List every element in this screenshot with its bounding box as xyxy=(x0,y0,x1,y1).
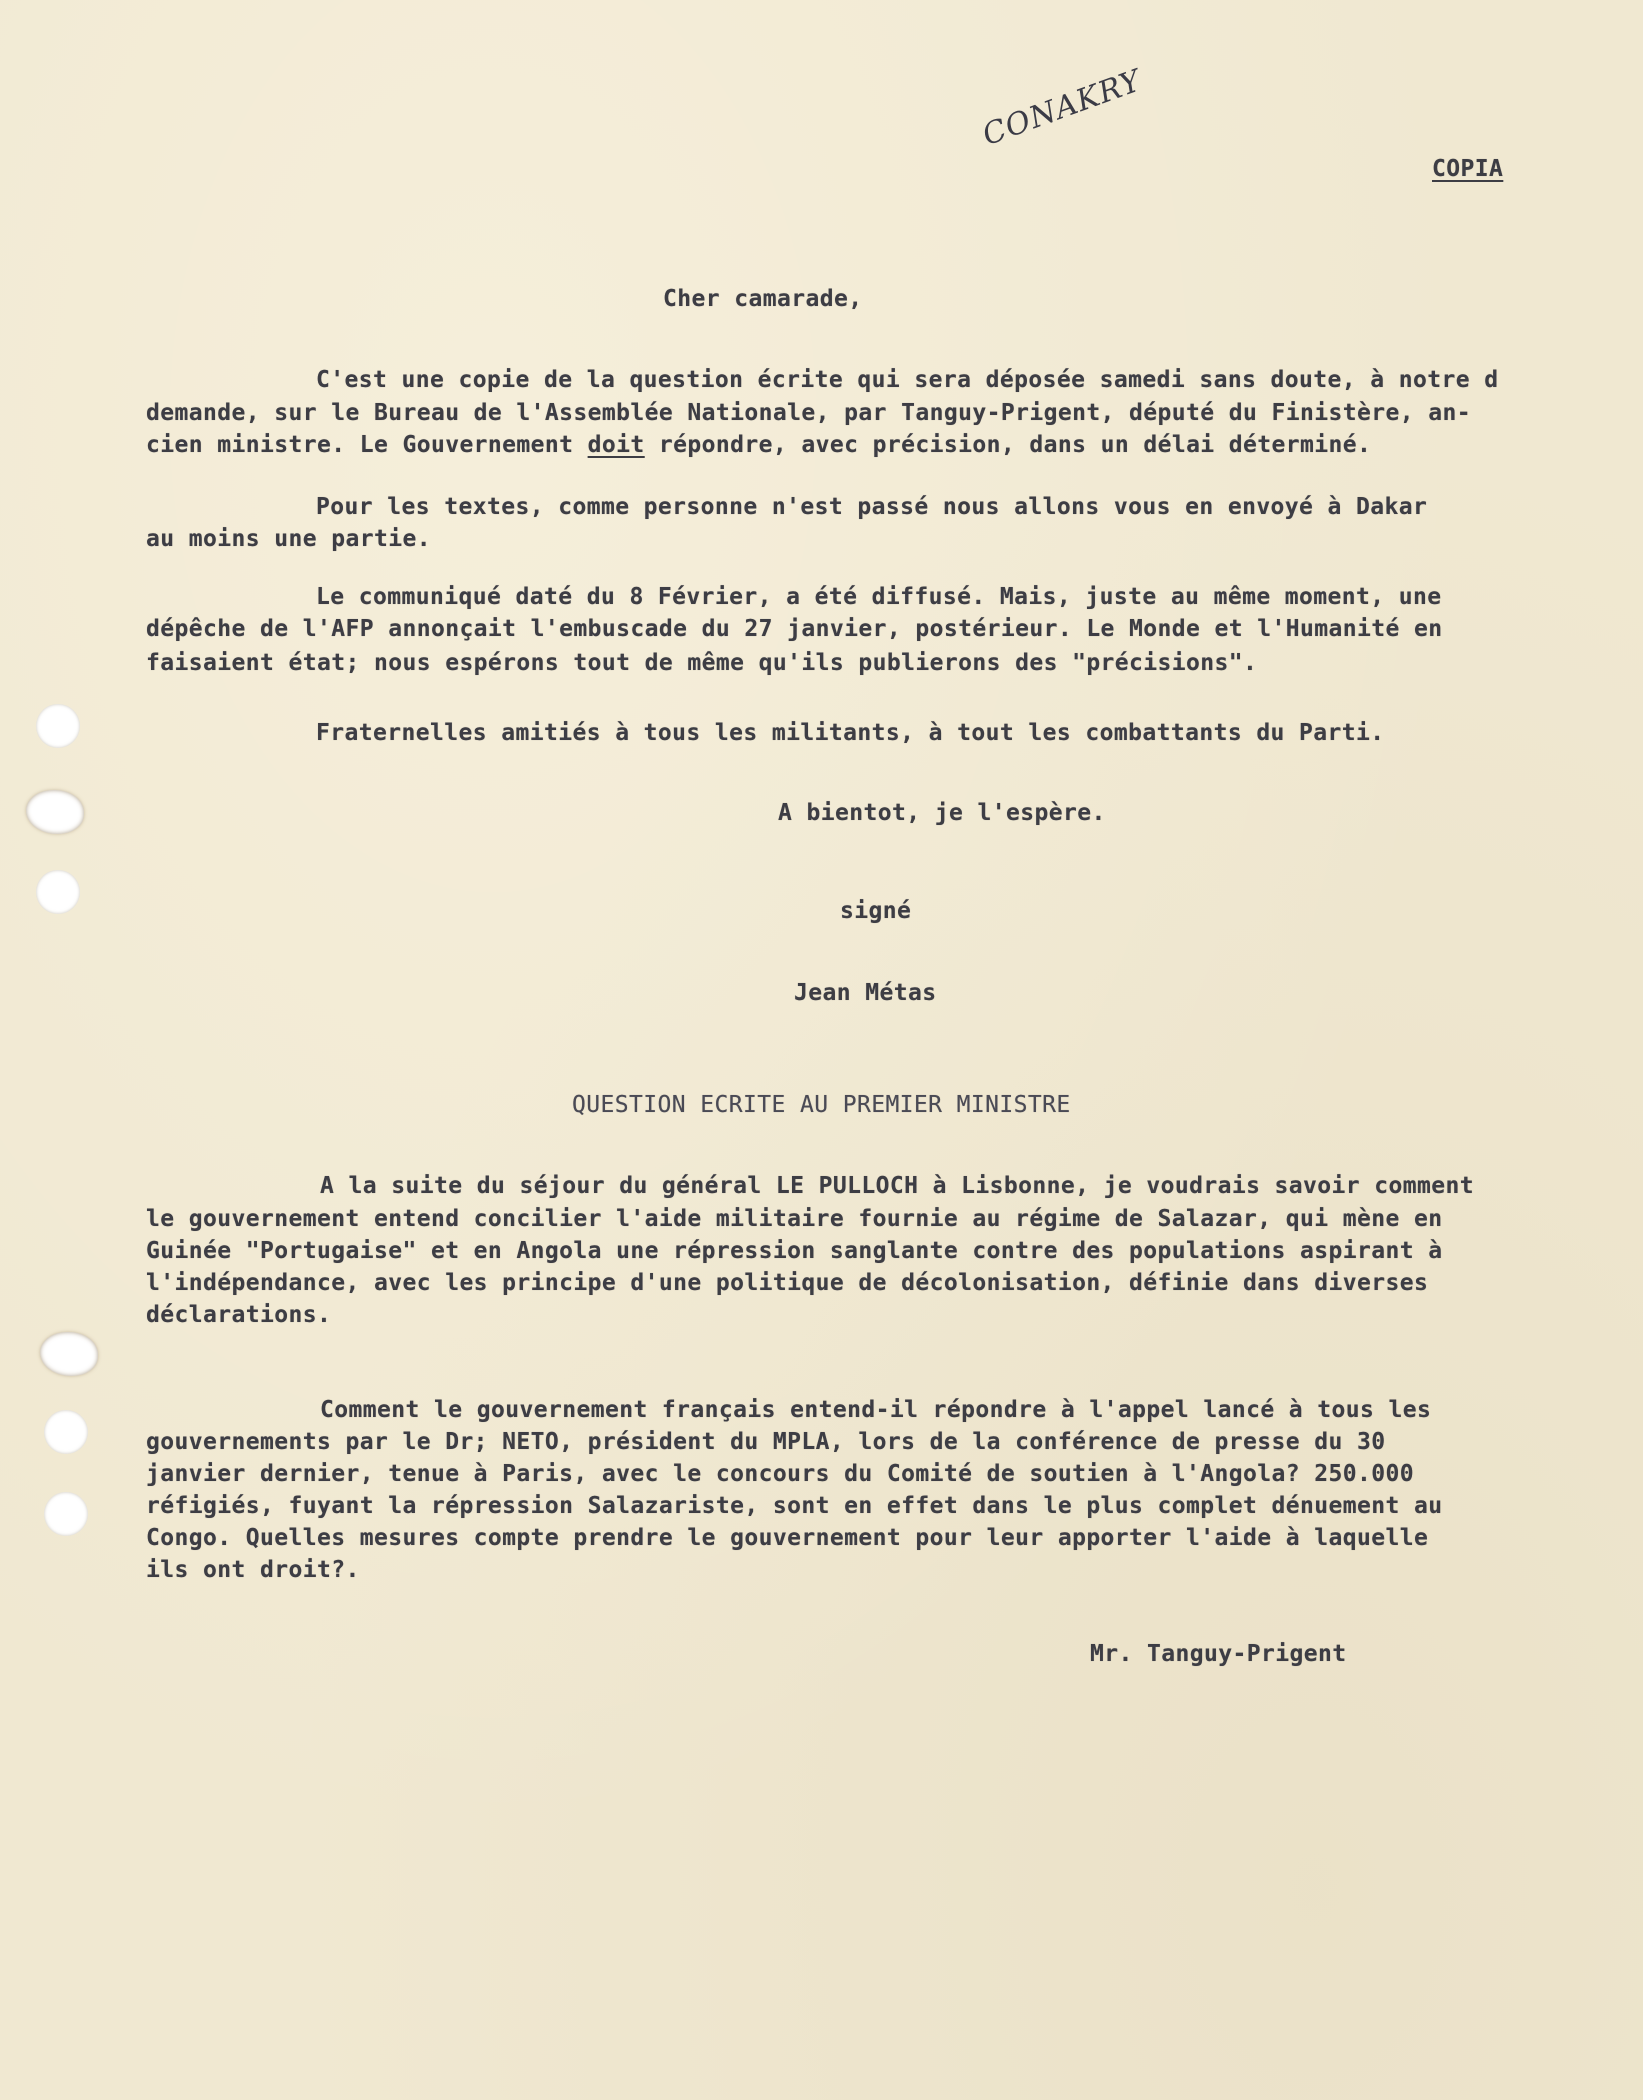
letter-p1-line1: C'est une copie de la question écrite qui sera déposée samedi sans doute, à notre d xyxy=(316,367,1499,393)
letter-p3-line3: faisaient état; nous espérons tout de même qu'ils publierons des "précisions". xyxy=(146,650,1258,676)
question-p2-line2: gouvernements par le Dr; NETO, président du MPLA, lors de la conférence de presse du 30 xyxy=(146,1429,1386,1455)
signed-label: signé xyxy=(840,898,912,924)
letter-p4: Fraternelles amitiés à tous les militants, à tout les combattants du Parti. xyxy=(316,720,1385,746)
salutation: Cher camarade, xyxy=(663,286,863,312)
question-p1-line4: l'indépendance, avec les principe d'une politique de décolonisation, définie dans diverses xyxy=(146,1270,1429,1296)
question-p2-line3: janvier dernier, tenue à Paris, avec le concours du Comité de soutien à l'Angola? 250.000 xyxy=(146,1461,1414,1487)
question-title: QUESTION ECRITE AU PREMIER MINISTRE xyxy=(572,1092,1071,1118)
question-p2-line6: ils ont droit?. xyxy=(146,1557,360,1583)
closing: A bientot, je l'espère. xyxy=(778,800,1106,826)
letter-p2-line2: au moins une partie. xyxy=(146,526,431,552)
question-p1-line3: Guinée "Portugaise" et en Angola une répression sanglante contre des populations aspirant à xyxy=(146,1238,1443,1264)
letter-p2-line1: Pour les textes, comme personne n'est passé nous allons vous en envoyé à Dakar xyxy=(316,494,1428,520)
question-p2-line5: Congo. Quelles mesures compte prendre le gouvernement pour leur apporter l'aide à laquelle xyxy=(146,1525,1429,1551)
letter-p1-line2: demande, sur le Bureau de l'Assemblée Nationale, par Tanguy-Prigent, député du Finistère, an- xyxy=(146,400,1471,426)
torn-punch-hole xyxy=(40,1332,98,1376)
letter-p1-line3-end: répondre, avec précision, dans un délai déterminé. xyxy=(644,432,1372,458)
letter-p3-line2: dépêche de l'AFP annonçait l'embuscade du 27 janvier, postérieur. Le Monde et l'Humanité en xyxy=(146,616,1443,642)
question-p1-line2: le gouvernement entend concilier l'aide militaire fournie au régime de Salazar, qui mène en xyxy=(146,1206,1443,1232)
punch-hole xyxy=(44,1492,88,1536)
copy-mark: COPIA xyxy=(1432,156,1504,182)
torn-punch-hole xyxy=(26,790,84,834)
emphasis-doit: doit xyxy=(587,432,645,458)
handwritten-annotation: CONAKRY xyxy=(978,63,1147,153)
signature-name: Jean Métas xyxy=(794,980,937,1006)
punch-hole xyxy=(36,704,80,748)
question-p2-line4: réfigiés, fuyant la répression Salazariste, sont en effet dans le plus complet dénuement au xyxy=(146,1493,1443,1519)
question-p1-line5: déclarations. xyxy=(146,1302,332,1328)
question-p1-line1: A la suite du séjour du général LE PULLOCH à Lisbonne, je voudrais savoir comment xyxy=(320,1173,1475,1199)
question-author: Mr. Tanguy-Prigent xyxy=(1090,1641,1347,1667)
letter-p1-line3 xyxy=(146,432,1371,458)
letter-p3-line1: Le communiqué daté du 8 Février, a été diffusé. Mais, juste au même moment, une xyxy=(316,584,1442,610)
punch-hole xyxy=(36,870,80,914)
punch-hole xyxy=(44,1410,88,1454)
letter-p1-line3-start: cien ministre. Le Gouvernement xyxy=(146,432,588,458)
question-p2-line1: Comment le gouvernement français entend-il répondre à l'appel lancé à tous les xyxy=(320,1397,1432,1423)
